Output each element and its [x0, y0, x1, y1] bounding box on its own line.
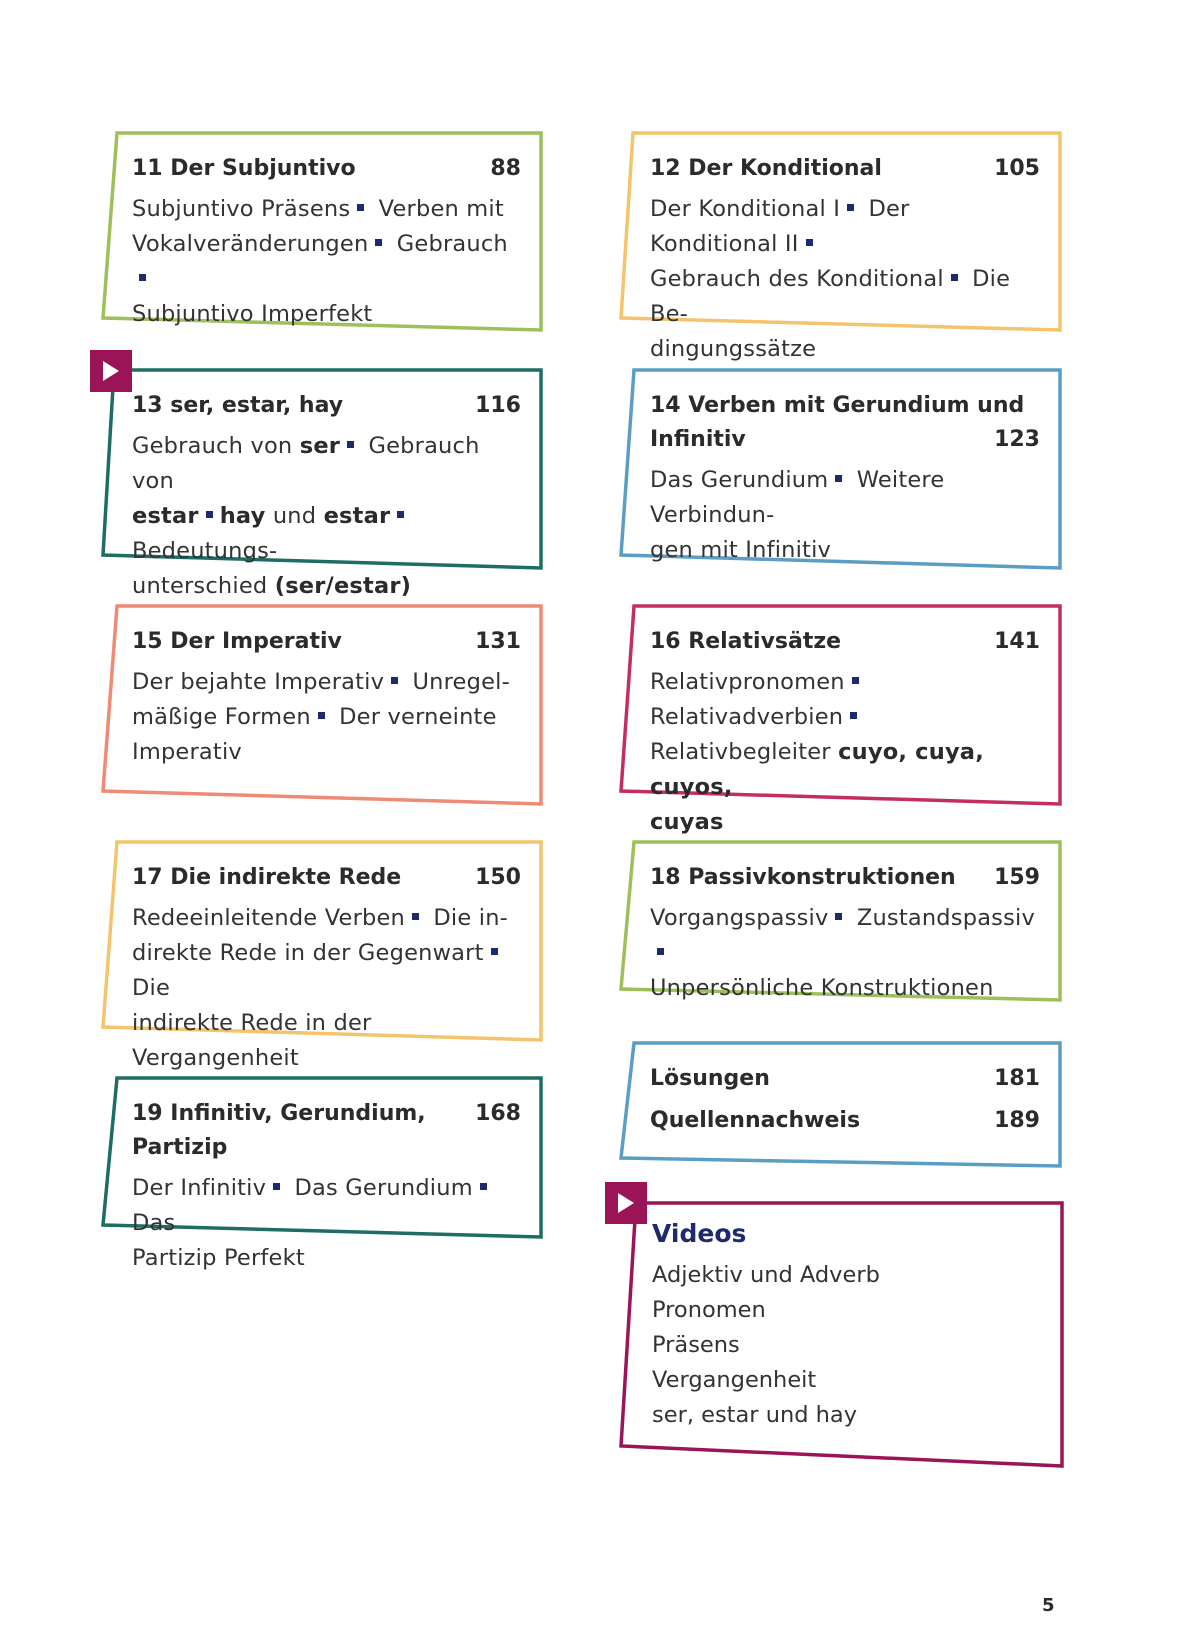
chapter-title: 17 Die indirekte Rede	[132, 865, 402, 890]
chapter-line: direkte Rede in der Gegenwart Die	[132, 936, 521, 1006]
chapter-16-card[interactable]	[618, 603, 1062, 835]
chapter-line: Das Gerundium Weitere Verbindun-	[650, 467, 945, 528]
bullet-icon	[273, 1183, 280, 1190]
chapter-page: 159	[994, 865, 1040, 890]
chapter-line: Relativbegleiter cuyo, cuya, cuyos,	[650, 739, 984, 800]
bullet-icon	[206, 511, 213, 518]
chapter-title: 19 Infinitiv, Gerundium, Partizip	[132, 1101, 426, 1160]
chapter-line: mäßige Formen Der verneinte	[132, 704, 497, 730]
chapter-title: 12 Der Konditional	[650, 156, 882, 181]
bullet-icon	[835, 913, 842, 920]
chapter-page: 131	[475, 629, 521, 654]
bullet-icon	[951, 274, 958, 281]
chapter-title: 11 Der Subjuntivo	[132, 156, 356, 181]
bullet-icon	[835, 475, 842, 482]
bullet-icon	[491, 948, 498, 955]
chapter-line: Subjuntivo Präsens Verben mit	[132, 196, 504, 222]
chapter-page: 116	[475, 393, 521, 418]
video-item[interactable]: Präsens	[652, 1332, 740, 1358]
chapter-title: 16 Relativsätze	[650, 629, 842, 654]
bullet-icon	[347, 441, 354, 448]
chapter-page: 150	[475, 865, 521, 890]
videos-card[interactable]	[618, 1200, 1064, 1468]
chapter-line: dingungssätze	[650, 336, 817, 362]
chapter-line: Gebrauch von ser Gebrauch von	[132, 433, 480, 494]
appendix-row-loesungen[interactable]: Lösungen 181	[650, 1066, 1040, 1091]
chapter-line: Imperativ	[132, 739, 242, 765]
bullet-icon	[412, 913, 419, 920]
chapter-page: 105	[994, 156, 1040, 181]
bullet-icon	[657, 948, 664, 955]
chapter-line: Der bejahte Imperativ Unregel-	[132, 669, 510, 695]
bullet-icon	[357, 204, 364, 211]
chapter-title: 15 Der Imperativ	[132, 629, 342, 654]
chapter-line: Redeeinleitende Verben Die in-	[132, 905, 508, 931]
bullet-icon	[391, 677, 398, 684]
video-item[interactable]: Vergangenheit	[652, 1367, 817, 1393]
chapter-line: Vokalveränderungen Gebrauch	[132, 227, 521, 297]
appendix-card[interactable]	[618, 1040, 1062, 1168]
chapter-line: Subjuntivo Imperfekt	[132, 301, 373, 327]
video-play-icon[interactable]	[605, 1182, 647, 1224]
chapter-line: indirekte Rede in der Vergangenheit	[132, 1010, 372, 1071]
bullet-icon	[850, 712, 857, 719]
video-play-icon[interactable]	[90, 350, 132, 392]
chapter-title: 13 ser, estar, hay	[132, 393, 344, 418]
chapter-line: gen mit Infinitiv	[650, 537, 832, 563]
video-item[interactable]: Adjektiv und Adverb	[652, 1262, 880, 1288]
video-item[interactable]: Pronomen	[652, 1297, 766, 1323]
page-number: 5	[1042, 1595, 1055, 1616]
chapter-19-card[interactable]	[100, 1075, 543, 1271]
bullet-icon	[139, 274, 146, 281]
chapter-13-card[interactable]	[100, 367, 543, 599]
appendix-row-quellennachweis[interactable]: Quellennachweis 189	[650, 1108, 1040, 1133]
chapter-line: estar hay und estar Bedeutungs-	[132, 499, 521, 569]
bullet-icon	[806, 239, 813, 246]
chapter-17-card[interactable]	[100, 839, 543, 1071]
chapter-line: Vorgangspassiv Zustandspassiv	[650, 901, 1040, 971]
bullet-icon	[847, 204, 854, 211]
chapter-page: 123	[994, 427, 1040, 452]
chapter-page: 88	[490, 156, 521, 181]
chapter-12-card[interactable]	[618, 130, 1062, 362]
chapter-line: Gebrauch des Konditional Die Be-	[650, 266, 1011, 327]
chapter-line: Unpersönliche Konstruktionen	[650, 975, 994, 1001]
chapter-page: 168	[475, 1101, 521, 1126]
chapter-14-card[interactable]	[618, 367, 1062, 570]
bullet-icon	[375, 239, 382, 246]
video-item[interactable]: ser, estar und hay	[652, 1402, 858, 1428]
chapter-title: 18 Passivkonstruktionen	[650, 865, 956, 890]
bullet-icon	[852, 677, 859, 684]
bullet-icon	[318, 712, 325, 719]
chapter-18-card[interactable]	[618, 839, 1062, 1002]
bullet-icon	[480, 1183, 487, 1190]
chapter-line: cuyas	[650, 809, 724, 835]
chapter-line: Der Konditional I Der Konditional II	[650, 196, 910, 257]
chapter-line: Der Infinitiv Das Gerundium Das	[132, 1171, 521, 1241]
chapter-15-card[interactable]	[100, 603, 543, 806]
chapter-title-cont: Infinitiv	[650, 427, 746, 452]
bullet-icon	[397, 511, 404, 518]
chapter-line: RelativpronomenRelativadverbien	[650, 665, 1040, 735]
videos-title: Videos	[652, 1219, 747, 1248]
chapter-page: 141	[994, 629, 1040, 654]
chapter-title: 14 Verben mit Gerundium und	[650, 393, 1025, 418]
chapter-11-card[interactable]	[100, 130, 543, 332]
chapter-line: unterschied (ser/estar)	[132, 573, 412, 599]
chapter-line: Partizip Perfekt	[132, 1245, 305, 1271]
